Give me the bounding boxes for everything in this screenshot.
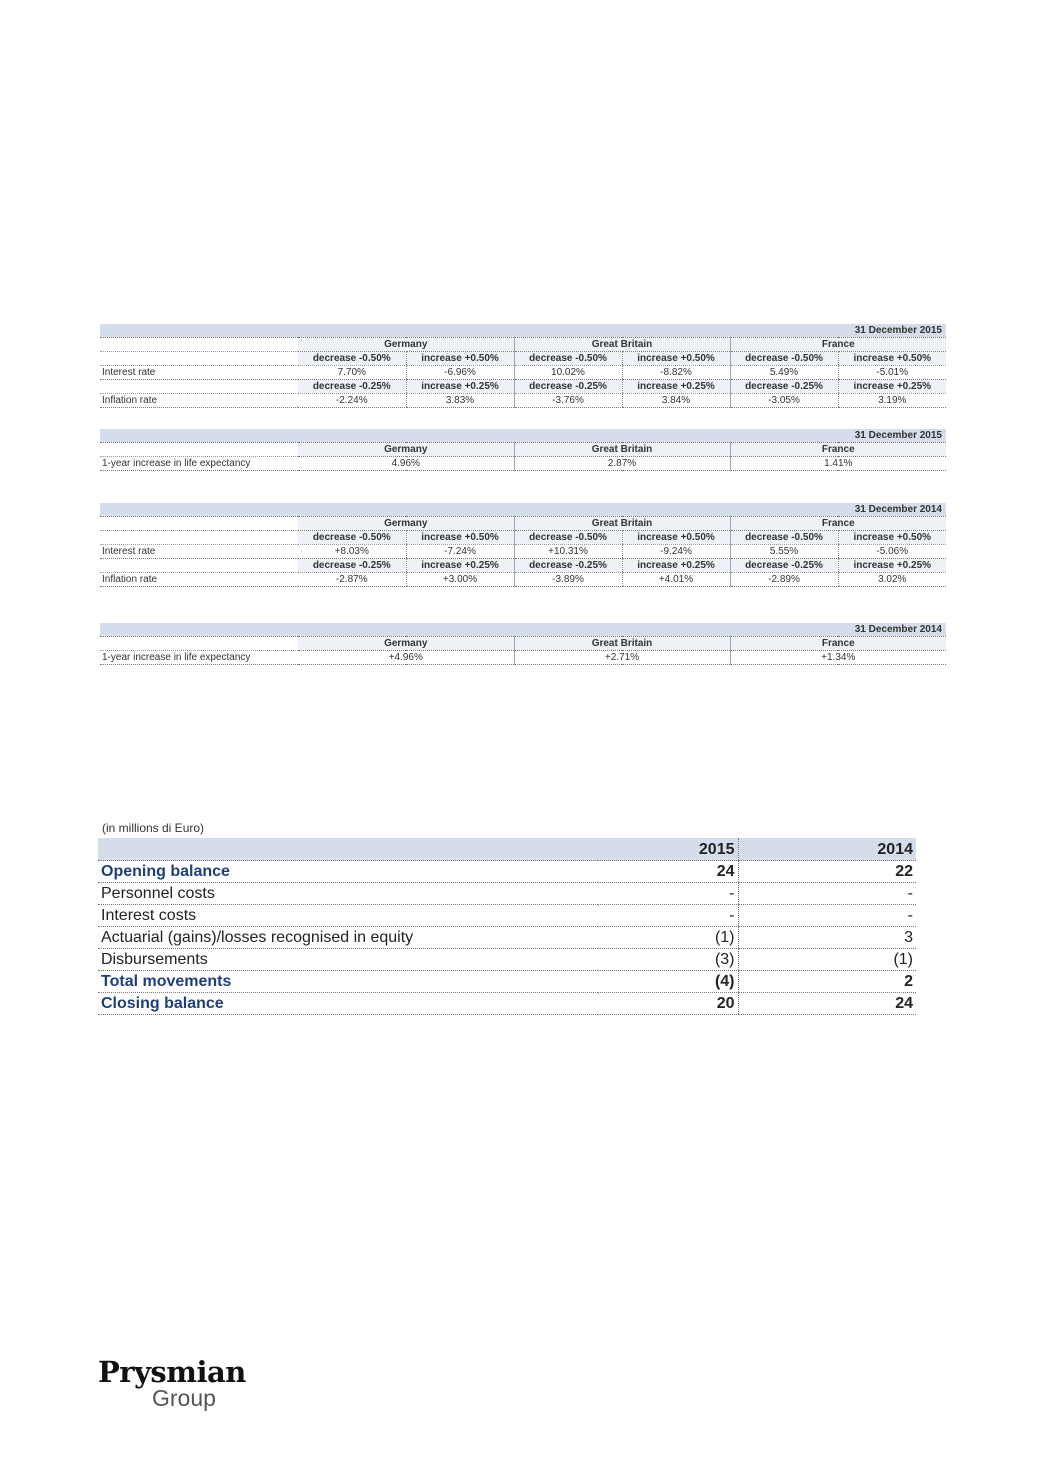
scenario-header: decrease -0.25%: [298, 380, 406, 394]
row-label: 1-year increase in life expectancy: [100, 651, 298, 665]
value-cell: 3.84%: [622, 394, 730, 408]
value-cell: -3.05%: [730, 394, 838, 408]
logo-line-1: Prysmian: [98, 1355, 246, 1389]
scenario-header: decrease -0.25%: [514, 380, 622, 394]
table-row: [98, 905, 916, 927]
table-row: [98, 861, 916, 883]
table-date: 31 December 2014: [100, 503, 946, 517]
table-row: [100, 573, 946, 587]
sensitivity-table-2014: [100, 503, 946, 587]
row-label: Personnel costs: [98, 883, 598, 905]
value-cell: -2.24%: [298, 394, 406, 408]
country-header: France: [730, 338, 946, 352]
value-cell: -3.89%: [514, 573, 622, 587]
table-row: [98, 927, 916, 949]
table-date: 31 December 2015: [100, 324, 946, 338]
life-expectancy-table-2014: [100, 623, 946, 665]
scenario-header: increase +0.25%: [838, 380, 946, 394]
table-row: [100, 457, 946, 471]
value-cell: 22: [738, 861, 916, 883]
value-cell: 7.70%: [298, 366, 406, 380]
value-cell: 4.96%: [298, 457, 514, 471]
scenario-header: decrease -0.25%: [514, 559, 622, 573]
table-row: [98, 883, 916, 905]
value-cell: -7.24%: [406, 545, 514, 559]
scenario-header: decrease -0.25%: [298, 559, 406, 573]
country-header: Germany: [298, 637, 514, 651]
value-cell: 3.02%: [838, 573, 946, 587]
value-cell: 5.49%: [730, 366, 838, 380]
scenario-header: increase +0.25%: [406, 380, 514, 394]
value-cell: -6.96%: [406, 366, 514, 380]
scenario-header: decrease -0.25%: [730, 380, 838, 394]
blank-header: [98, 838, 598, 861]
value-cell: +1.34%: [730, 651, 946, 665]
row-label: Actuarial (gains)/losses recognised in equity: [98, 927, 598, 949]
year-header: 2014: [738, 838, 916, 861]
value-cell: -: [598, 905, 738, 927]
value-cell: -8.82%: [622, 366, 730, 380]
value-cell: +2.71%: [514, 651, 730, 665]
scenario-header: increase +0.25%: [622, 380, 730, 394]
country-header: France: [730, 443, 946, 457]
scenario-header: increase +0.50%: [622, 352, 730, 366]
value-cell: 3.19%: [838, 394, 946, 408]
value-cell: -2.89%: [730, 573, 838, 587]
prysmian-group-logo: [98, 1357, 246, 1409]
table-row: [98, 949, 916, 971]
scenario-header: increase +0.50%: [406, 531, 514, 545]
row-label: Total movements: [98, 971, 598, 993]
value-cell: -5.01%: [838, 366, 946, 380]
row-label: Closing balance: [98, 993, 598, 1015]
value-cell: (1): [598, 927, 738, 949]
value-cell: 3: [738, 927, 916, 949]
table-row: [98, 993, 916, 1015]
scenario-header: increase +0.50%: [622, 531, 730, 545]
row-label: Disbursements: [98, 949, 598, 971]
value-cell: 20: [598, 993, 738, 1015]
value-cell: 3.83%: [406, 394, 514, 408]
row-label: Interest rate: [100, 366, 298, 380]
table-row: [100, 651, 946, 665]
scenario-header: decrease -0.25%: [730, 559, 838, 573]
movements-table: [98, 838, 916, 1015]
scenario-header: decrease -0.50%: [730, 531, 838, 545]
table-row: [100, 366, 946, 380]
table-row: [98, 971, 916, 993]
value-cell: +4.01%: [622, 573, 730, 587]
value-cell: (4): [598, 971, 738, 993]
country-header: Great Britain: [514, 338, 730, 352]
value-cell: (3): [598, 949, 738, 971]
table-row: [100, 394, 946, 408]
sensitivity-table-2015: [100, 324, 946, 408]
scenario-header: decrease -0.50%: [514, 531, 622, 545]
row-label: Inflation rate: [100, 394, 298, 408]
value-cell: 24: [598, 861, 738, 883]
value-cell: 5.55%: [730, 545, 838, 559]
value-cell: +8.03%: [298, 545, 406, 559]
value-cell: -: [738, 883, 916, 905]
scenario-header: increase +0.25%: [406, 559, 514, 573]
country-header: France: [730, 637, 946, 651]
value-cell: -: [598, 883, 738, 905]
table-date: 31 December 2014: [100, 623, 946, 637]
value-cell: 2: [738, 971, 916, 993]
unit-note: (in millions di Euro): [102, 821, 205, 835]
country-header: Germany: [298, 338, 514, 352]
value-cell: -3.76%: [514, 394, 622, 408]
logo-line-2: Group: [152, 1385, 216, 1411]
life-expectancy-table-2015: [100, 429, 946, 471]
value-cell: +3.00%: [406, 573, 514, 587]
row-label: Inflation rate: [100, 573, 298, 587]
value-cell: 24: [738, 993, 916, 1015]
country-header: Germany: [298, 517, 514, 531]
value-cell: -9.24%: [622, 545, 730, 559]
scenario-header: decrease -0.50%: [298, 531, 406, 545]
scenario-header: increase +0.50%: [838, 531, 946, 545]
value-cell: 2.87%: [514, 457, 730, 471]
table-date: 31 December 2015: [100, 429, 946, 443]
country-header: France: [730, 517, 946, 531]
country-header: Germany: [298, 443, 514, 457]
value-cell: -2.87%: [298, 573, 406, 587]
table-row: [100, 545, 946, 559]
country-header: Great Britain: [514, 517, 730, 531]
scenario-header: decrease -0.50%: [298, 352, 406, 366]
value-cell: -5.06%: [838, 545, 946, 559]
row-label: Interest costs: [98, 905, 598, 927]
row-label: Opening balance: [98, 861, 598, 883]
value-cell: (1): [738, 949, 916, 971]
scenario-header: decrease -0.50%: [730, 352, 838, 366]
scenario-header: increase +0.50%: [838, 352, 946, 366]
row-label: Interest rate: [100, 545, 298, 559]
value-cell: 10.02%: [514, 366, 622, 380]
scenario-header: increase +0.25%: [622, 559, 730, 573]
country-header: Great Britain: [514, 443, 730, 457]
scenario-header: increase +0.25%: [838, 559, 946, 573]
value-cell: 1.41%: [730, 457, 946, 471]
year-header: 2015: [598, 838, 738, 861]
scenario-header: decrease -0.50%: [514, 352, 622, 366]
value-cell: +4.96%: [298, 651, 514, 665]
row-label: 1-year increase in life expectancy: [100, 457, 298, 471]
scenario-header: increase +0.50%: [406, 352, 514, 366]
country-header: Great Britain: [514, 637, 730, 651]
value-cell: -: [738, 905, 916, 927]
value-cell: +10.31%: [514, 545, 622, 559]
